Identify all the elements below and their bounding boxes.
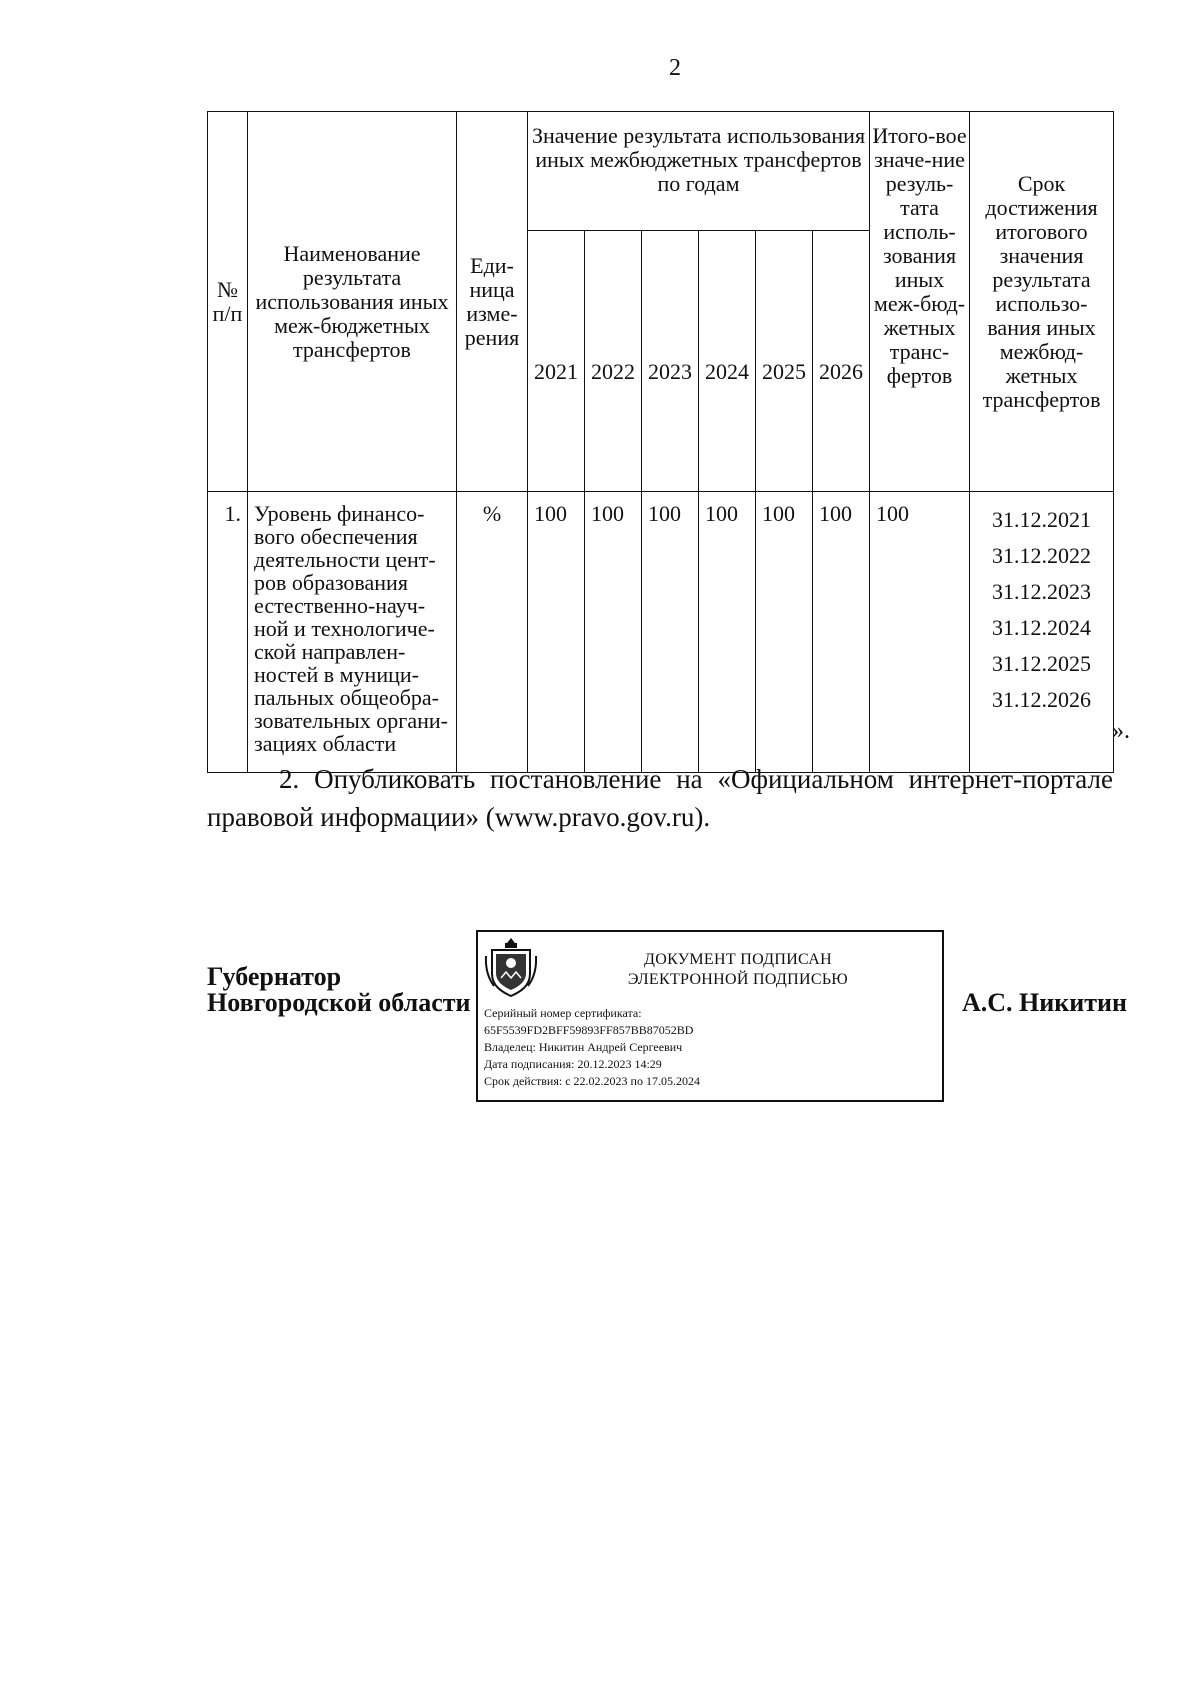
header-year: 2023: [642, 231, 699, 492]
closing-quote: ».: [1112, 718, 1130, 744]
row-value: 100: [528, 492, 585, 773]
row-name: Уровень финансо-вого обеспечения деятельности цент-ров образования естественно-науч-ной и технологиче-ской направлен-ностей в муници-пальных общеобра-зовательных органи-зациях области: [248, 492, 457, 773]
row-total: 100: [870, 492, 970, 773]
electronic-signature-stamp: [476, 930, 944, 1102]
header-year: 2024: [699, 231, 756, 492]
deadline-date: 31.12.2025: [992, 651, 1092, 676]
page-number: 2: [669, 55, 681, 81]
stamp-heading-line: ДОКУМЕНТ ПОДПИСАН: [644, 951, 832, 968]
header-name: Наименование результата использования иных меж-бюджетных трансфертов: [248, 112, 457, 492]
row-value: 100: [756, 492, 813, 773]
row-value: 100: [813, 492, 870, 773]
certificate-validity: Срок действия: с 22.02.2023 по 17.05.2024: [484, 1074, 700, 1088]
governor-title: [207, 964, 471, 1016]
governor-title-line: Губернатор: [207, 962, 342, 991]
governor-title-line: Новгородской области: [207, 988, 471, 1017]
signer-name: А.С. Никитин: [962, 988, 1127, 1017]
deadline-date: 31.12.2022: [992, 543, 1092, 568]
row-value: 100: [585, 492, 642, 773]
row-number: 1.: [208, 492, 248, 773]
coat-of-arms-icon: [484, 936, 538, 1000]
row-unit: %: [457, 492, 528, 773]
header-year: 2021: [528, 231, 585, 492]
row-value: 100: [699, 492, 756, 773]
results-table: [207, 111, 1114, 773]
header-total: Итого-вое значе-ние резуль-тата исполь-зования иных меж-бюд-жетных транс-фертов: [870, 112, 970, 492]
table-row: [208, 492, 1114, 773]
paragraph-line: правовой информации» (www.pravo.gov.ru).: [207, 802, 711, 832]
row-deadlines: [970, 492, 1114, 773]
stamp-heading-line: ЭЛЕКТРОННОЙ ПОДПИСЬЮ: [627, 971, 849, 988]
certificate-number: 65F5539FD2BFF59893FF857BB87052BD: [484, 1023, 694, 1037]
stamp-details: [484, 1005, 700, 1090]
header-year: 2026: [813, 231, 870, 492]
certificate-owner: Владелец: Никитин Андрей Сергеевич: [484, 1040, 683, 1054]
stamp-heading: [538, 950, 938, 990]
header-year: 2022: [585, 231, 642, 492]
row-value: 100: [642, 492, 699, 773]
header-number: № п/п: [208, 112, 248, 492]
header-unit: Еди-ница изме-рения: [457, 112, 528, 492]
paragraph-line: 2. Опубликовать постановление на «Официальном интернет-портале: [279, 764, 1113, 794]
header-year: 2025: [756, 231, 813, 492]
deadline-date: 31.12.2021: [992, 507, 1092, 532]
certificate-label: Серийный номер сертификата:: [484, 1006, 642, 1020]
publication-paragraph: [207, 760, 1113, 836]
signing-date: Дата подписания: 20.12.2023 14:29: [484, 1057, 662, 1071]
deadline-date: 31.12.2024: [992, 615, 1092, 640]
deadline-date: 31.12.2023: [992, 579, 1092, 604]
header-values-group: Значение результата использования иных межбюджетных трансфертов по годам: [528, 112, 870, 231]
header-deadline: Срок достижения итогового значения результата использо-вания иных межбюд-жетных трансфертов: [970, 112, 1114, 492]
deadline-date: 31.12.2026: [992, 687, 1092, 712]
